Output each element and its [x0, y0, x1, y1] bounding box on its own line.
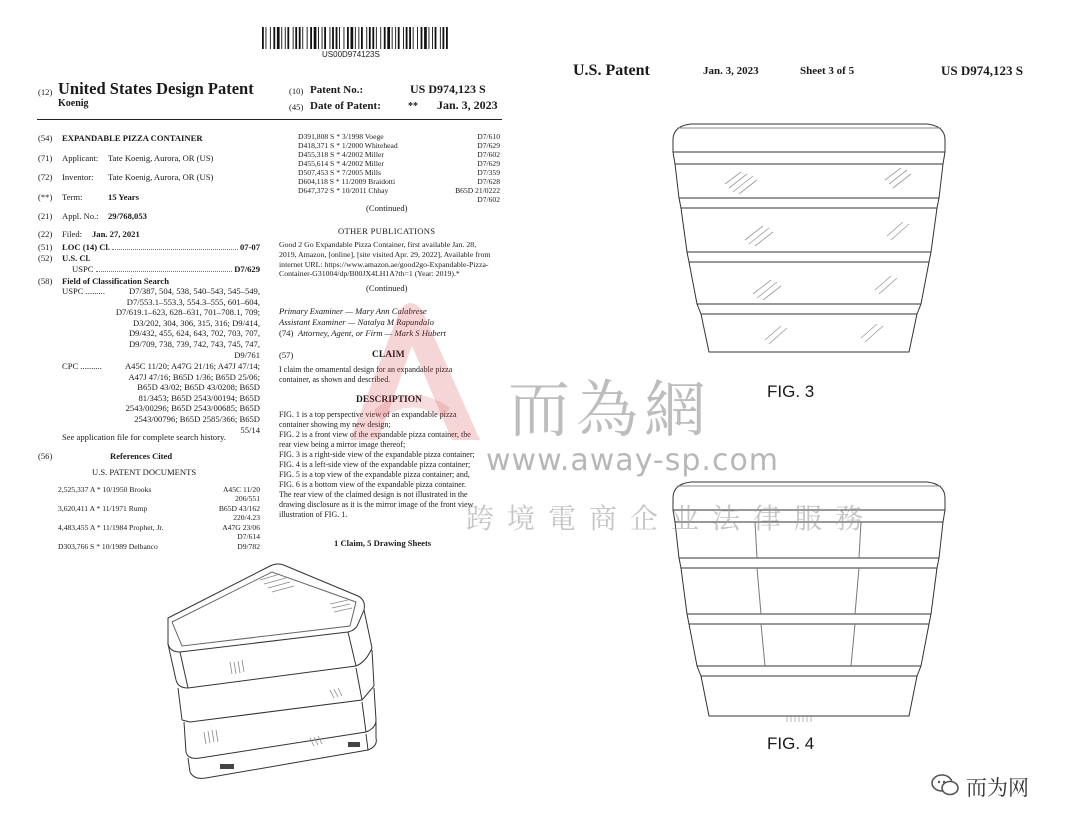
field-uspc-prefix: USPC ......... — [62, 286, 105, 296]
appl-value: 29/768,053 — [108, 211, 147, 221]
barcode-bar — [417, 27, 418, 49]
uspc-line: D9/761 — [234, 349, 260, 360]
barcode-bar — [409, 27, 411, 49]
barcode-bar — [332, 27, 334, 49]
barcode-bar — [392, 27, 393, 49]
desc-line: container showing my new design; — [279, 420, 391, 429]
barcode-bar — [347, 27, 349, 49]
barcode-bar — [351, 27, 354, 49]
pub-line: internet URL: https://www.amazon.ae/good2go-Expandable-Pizza- — [279, 259, 489, 269]
code-10: (10) — [289, 86, 304, 96]
cite-star: * — [336, 132, 340, 141]
cite-num: D455,318 S — [298, 150, 335, 159]
code-45: (45) — [289, 102, 304, 112]
barcode-bar — [403, 27, 404, 49]
cite-star: * — [336, 159, 340, 168]
claim-line: container, as shown and described. — [279, 375, 391, 384]
description-label: DESCRIPTION — [356, 395, 422, 405]
attorney: Attorney, Agent, or Firm — Mark S Hubert — [298, 328, 447, 338]
desc-line: FIG. 1 is a top perspective view of an expandable pizza — [279, 410, 457, 419]
inventor-code: (72) — [38, 172, 53, 182]
cite-num: D418,371 S — [298, 141, 335, 150]
document-type: United States Design Patent — [58, 79, 254, 98]
date-stars: ** — [408, 101, 418, 112]
cite-class: D7/359 — [477, 168, 500, 177]
field-uspc-lines — [112, 286, 260, 360]
primary-examiner: Primary Examiner — Mary Ann Calabrese — [279, 306, 427, 316]
barcode-bar — [361, 27, 363, 49]
desc-line: The rear view of the claimed design is not illustrated in the — [279, 490, 468, 499]
us-doc-row — [58, 485, 151, 494]
barcode-bar — [387, 27, 390, 49]
uspc-label: USPC — [72, 264, 94, 274]
field-code: (58) — [38, 276, 53, 286]
doc-num: 4,483,455 A — [58, 523, 95, 532]
cite-star: * — [336, 141, 340, 150]
references-cited-label: References Cited — [110, 451, 173, 461]
pub-line: 2019, Amazon, [online], [site visited Apr. 29, 2022], Available from — [279, 249, 491, 259]
sheet-header-date: Jan. 3, 2023 — [703, 65, 759, 77]
cite-class: D7/628 — [477, 177, 500, 186]
barcode-bar — [435, 27, 437, 49]
uscl-code: (52) — [38, 253, 53, 263]
uspc-line: D9/432, 455, 624, 643, 702, 703, 707, — [128, 328, 260, 339]
barcode-bar — [281, 27, 282, 49]
fig1-perspective-drawing — [160, 560, 400, 790]
cpc-line: B65D 43/02; B65D 43/0208; B65D — [137, 382, 260, 393]
uspc-row — [72, 264, 260, 275]
barcode — [262, 27, 450, 49]
see-application: See application file for complete search history. — [62, 432, 226, 442]
sheet-header-left: U.S. Patent — [573, 62, 650, 79]
barcode-number: US00D974123S — [322, 50, 380, 59]
doc-class: B65D 43/162 — [218, 504, 260, 513]
cite-num: D604,118 S — [298, 177, 335, 186]
term-code: (**) — [38, 192, 53, 202]
barcode-bar — [295, 27, 297, 49]
cite-num: D647,372 S — [298, 186, 335, 195]
filed-value: Jan. 27, 2021 — [92, 229, 140, 239]
barcode-bar — [266, 27, 267, 49]
other-publications-label: OTHER PUBLICATIONS — [338, 226, 436, 236]
appl-code: (21) — [38, 211, 53, 221]
barcode-bar — [413, 27, 414, 49]
cite-row — [298, 159, 384, 168]
barcode-bar — [307, 27, 308, 49]
cite-date: 1/2000 — [341, 141, 364, 150]
doc-num: 2,525,337 A — [58, 485, 95, 494]
title-code: (54) — [38, 133, 53, 143]
barcode-bar — [287, 27, 289, 49]
cite-class-tail: D7/602 — [477, 195, 500, 204]
cite-star: * — [335, 177, 340, 186]
desc-line: FIG. 2 is a front view of the expandable pizza container, the — [279, 430, 471, 439]
barcode-bar — [314, 27, 317, 49]
loc-code: (51) — [38, 242, 53, 252]
barcode-bar — [432, 27, 433, 49]
sheet-header-sheet: Sheet 3 of 5 — [800, 65, 855, 77]
uspc-line: D9/709, 738, 739, 742, 743, 745, 747, — [128, 338, 260, 349]
barcode-bar — [273, 27, 275, 49]
pub-line: Container-G31004/dp/B00JX4LH1A?th=1 (Year: 2019).* — [279, 269, 460, 279]
doc-date: 10/1989 — [101, 542, 127, 551]
doc-num: D303,766 S — [58, 542, 95, 551]
cite-date: 4/2002 — [341, 159, 364, 168]
applicant-code: (71) — [38, 153, 53, 163]
barcode-bar — [429, 27, 430, 49]
cite-name: Braidotti — [368, 177, 396, 186]
doc-name: Brooks — [129, 485, 152, 494]
barcode-bar — [339, 27, 340, 49]
cite-name: Whitehead — [364, 141, 398, 150]
us-doc-row — [58, 523, 163, 532]
cite-class: D7/602 — [477, 150, 500, 159]
cite-num: D455,614 S — [298, 159, 335, 168]
cpc-line: 55/14 — [240, 424, 260, 435]
cite-name: Mills — [364, 168, 381, 177]
uspc-line: D7/387, 504, 538, 540–543, 545–549, — [128, 286, 260, 296]
cite-star: * — [336, 150, 340, 159]
patent-date: Jan. 3, 2023 — [437, 98, 498, 112]
uspc-line: D7/619.1–623, 628–631, 701–708.1, 709; — [115, 307, 260, 318]
patent-number: US D974,123 S — [410, 82, 486, 96]
cite-star: * — [336, 168, 340, 177]
cpc-line: 2543/00296; B65D 2543/00685; B65D — [125, 403, 260, 414]
desc-line: FIG. 6 is a bottom view of the expandable pizza container. — [279, 480, 467, 489]
header-rule — [37, 119, 502, 120]
doc-class-2: D7/614 — [237, 532, 260, 542]
barcode-bar — [398, 27, 400, 49]
barcode-bar — [330, 27, 331, 49]
field-cpc-lines — [112, 361, 260, 435]
loc-label: LOC (14) Cl. — [62, 242, 110, 252]
cite-row — [298, 168, 381, 177]
barcode-bar — [376, 27, 377, 49]
doc-class: A45C 11/20 — [222, 485, 260, 494]
term-label: Term: — [62, 192, 83, 202]
watermark-url: www.away-sp.com — [486, 443, 780, 478]
uspc-line: D3/202, 304, 306, 315, 316; D9/414, — [133, 317, 260, 328]
doc-name: Delbanco — [128, 542, 158, 551]
cite-row — [298, 186, 388, 195]
barcode-bar — [299, 27, 301, 49]
barcode-bar — [384, 27, 386, 49]
cite-class: D7/610 — [477, 132, 500, 141]
barcode-bar — [369, 27, 371, 49]
barcode-bar — [372, 27, 374, 49]
cpc-line: A45C 11/20; A47G 21/16; A47J 47/14; — [124, 361, 260, 371]
barcode-bar — [440, 27, 441, 49]
watermark-subtitle: 跨境電商企业法律服務 — [466, 502, 877, 535]
watermark-corner-text: 而为网 — [966, 776, 1029, 800]
uspc-value: D7/629 — [234, 264, 260, 274]
fig3-side-view-drawing — [665, 118, 955, 358]
cite-date: 7/2005 — [341, 168, 364, 177]
barcode-bar — [324, 27, 326, 49]
barcode-bar — [310, 27, 312, 49]
barcode-bar — [358, 27, 359, 49]
term-value: 15 Years — [108, 192, 139, 202]
cite-num: D507,453 S — [298, 168, 335, 177]
fig4-label: FIG. 4 — [767, 734, 815, 753]
us-doc-class — [200, 485, 260, 503]
watermark-chinese-title: 而為網 — [508, 373, 713, 446]
doc-class-2: 220/4.23 — [233, 513, 260, 523]
barcode-bar — [293, 27, 294, 49]
claim-label: CLAIM — [372, 350, 405, 360]
cpc-line: A47J 47/16; B65D 1/36; B65D 25/06; — [128, 371, 260, 382]
us-doc-row — [58, 542, 158, 551]
loc-row — [62, 242, 260, 253]
cite-row — [298, 141, 398, 150]
claims-summary: 1 Claim, 5 Drawing Sheets — [334, 538, 432, 548]
doc-name: Prophet, Jr. — [129, 523, 164, 532]
filed-code: (22) — [38, 229, 53, 239]
date-of-patent-label: Date of Patent: — [310, 100, 381, 112]
us-doc-row — [58, 504, 147, 513]
cite-class: D7/629 — [477, 141, 500, 150]
barcode-bar — [395, 27, 396, 49]
cite-row — [298, 150, 384, 159]
barcode-bar — [366, 27, 367, 49]
barcode-bar — [355, 27, 356, 49]
continued-1: (Continued) — [366, 203, 408, 213]
filed-label: Filed: — [62, 229, 83, 239]
patent-no-label: Patent No.: — [310, 84, 364, 96]
barcode-bar — [322, 27, 323, 49]
barcode-bar — [318, 27, 319, 49]
inventor-label: Inventor: — [62, 172, 94, 182]
code-12: (12) — [38, 87, 53, 97]
us-docs-label: U.S. PATENT DOCUMENTS — [92, 467, 197, 477]
doc-num: 3,620,411 A — [58, 504, 95, 513]
ref-code: (56) — [38, 451, 53, 461]
claim-code: (57) — [279, 350, 294, 360]
barcode-bar — [424, 27, 427, 49]
doc-star: * — [96, 485, 101, 494]
doc-star: * — [96, 504, 101, 513]
desc-line: FIG. 4 is a left-side view of the expandable pizza container; — [279, 460, 471, 469]
cite-date: 10/2011 — [341, 186, 367, 195]
desc-line: illustration of FIG. 1. — [279, 510, 348, 519]
chat-bubble-icon — [930, 772, 960, 798]
cite-name: Miller — [364, 150, 384, 159]
uspc-line: D7/553.1–553.3, 554.3–555, 601–604, — [126, 296, 260, 307]
doc-date: 11/1971 — [102, 504, 127, 513]
barcode-bar — [336, 27, 338, 49]
cite-class: B65D 21/0222 — [455, 186, 500, 195]
barcode-bar — [380, 27, 381, 49]
cite-row — [298, 132, 384, 141]
cite-date: 4/2002 — [341, 150, 364, 159]
barcode-bar — [421, 27, 423, 49]
cpc-line: 2543/00796; B65D 2585/366; B65D — [134, 413, 260, 424]
doc-date: 10/1950 — [102, 485, 128, 494]
barcode-bar — [285, 27, 286, 49]
sheet-header-number: US D974,123 S — [941, 63, 1023, 78]
desc-line: rear view being a mirror image thereof; — [279, 440, 406, 449]
pub-line: Good 2 Go Expandable Pizza Container, first available Jan. 28, — [279, 240, 477, 249]
assistant-examiner: Assistant Examiner — Natalya M Rapundalo — [279, 317, 434, 327]
barcode-bar — [443, 27, 445, 49]
doc-name: Rump — [128, 504, 148, 513]
cite-name: Voege — [364, 132, 384, 141]
doc-class-2: 206/551 — [235, 494, 260, 504]
us-doc-class — [200, 523, 260, 541]
cite-num: D391,808 S — [298, 132, 335, 141]
barcode-bar — [406, 27, 408, 49]
cite-name: Chhay — [368, 186, 389, 195]
desc-line: drawing disclosure as it is the mirror image of the front view — [279, 500, 474, 509]
doc-date: 11/1984 — [102, 523, 128, 532]
barcode-bar — [270, 27, 271, 49]
loc-value: 07-07 — [239, 242, 260, 252]
us-doc-class — [200, 542, 260, 551]
cite-class: D7/629 — [477, 159, 500, 168]
continued-2: (Continued) — [366, 283, 408, 293]
applicant-value: Tate Koenig, Aurora, OR (US) — [108, 153, 214, 163]
patent-title: EXPANDABLE PIZZA CONTAINER — [62, 133, 203, 143]
us-doc-class — [200, 504, 260, 522]
desc-line: FIG. 5 is a top view of the expandable pizza container; and, — [279, 470, 470, 479]
doc-star: * — [96, 523, 101, 532]
doc-class: D9/782 — [237, 542, 260, 551]
uscl-label: U.S. Cl. — [62, 253, 91, 263]
watermark-logo — [330, 300, 490, 450]
barcode-bar — [446, 27, 448, 49]
cpc-line: 81/3453; B65D 2543/00194; B65D — [138, 392, 260, 403]
attorney-code: (74) — [279, 328, 294, 338]
cite-row — [298, 177, 395, 186]
applicant-label: Applicant: — [62, 153, 99, 163]
cite-star: * — [336, 186, 340, 195]
inventor-value: Tate Koenig, Aurora, OR (US) — [108, 172, 214, 182]
cite-name: Miller — [364, 159, 384, 168]
barcode-bar — [344, 27, 345, 49]
appl-label: Appl. No.: — [62, 211, 99, 221]
field-label: Field of Classification Search — [62, 276, 170, 286]
fig3-label: FIG. 3 — [767, 382, 815, 401]
cite-date: 3/1998 — [341, 132, 364, 141]
inventor-surname: Koenig — [58, 98, 89, 109]
claim-line: I claim the ornamental design for an expandable pizza — [279, 365, 453, 374]
other-publications-text — [279, 240, 490, 279]
barcode-bar — [277, 27, 280, 49]
doc-class: A47G 23/06 — [222, 523, 260, 532]
cite-date: 11/2009 — [341, 177, 367, 186]
desc-line: FIG. 3 is a right-side view of the expandable pizza container; — [279, 450, 475, 459]
barcode-bar — [302, 27, 303, 49]
field-cpc-prefix: CPC .......... — [62, 361, 102, 371]
doc-star: * — [96, 542, 100, 551]
barcode-bar — [262, 27, 264, 49]
